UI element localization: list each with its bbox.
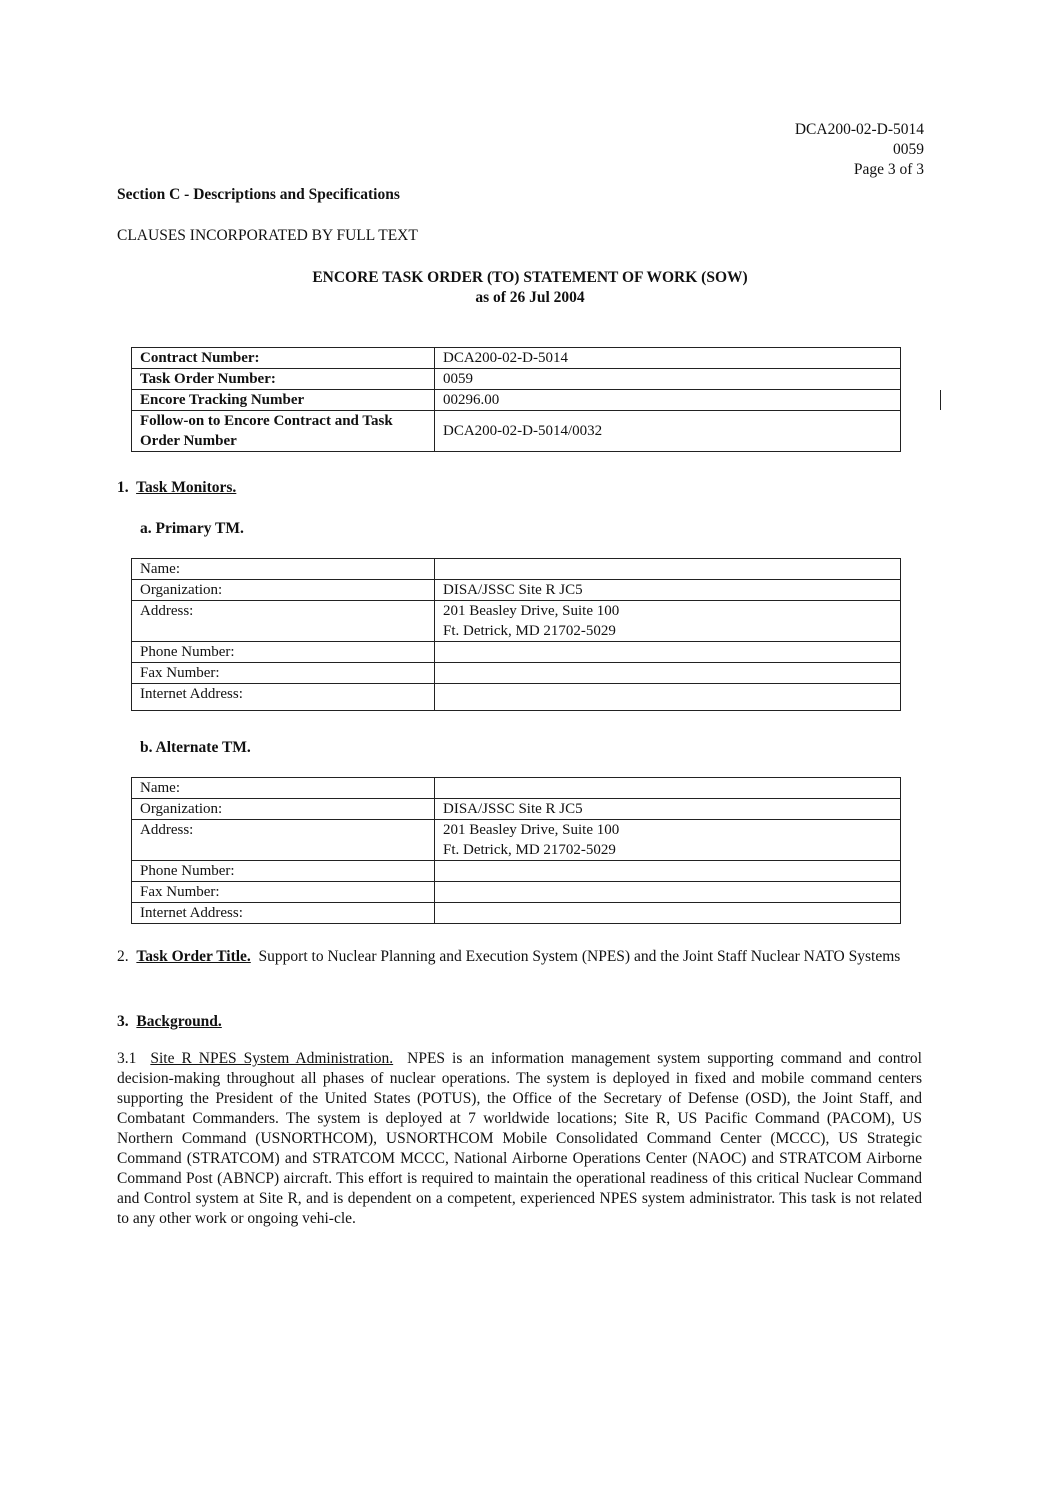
table-label: Follow-on to Encore Contract and Task Order Number xyxy=(132,411,435,452)
table-row xyxy=(132,861,901,882)
margin-mark xyxy=(940,390,941,410)
heading-text: Task Order Title. xyxy=(136,948,251,965)
table-row xyxy=(132,778,901,799)
heading-alternate-tm: b. Alternate TM. xyxy=(140,739,251,756)
task-order-title-text: Support to Nuclear Planning and Execution System (NPES) and the Joint Staff Nuclear NATO Systems xyxy=(258,948,901,965)
table-label: Internet Address: xyxy=(132,684,435,711)
alternate-tm-table xyxy=(131,777,901,924)
table-label: Address: xyxy=(132,820,435,861)
table-row xyxy=(132,411,901,452)
table-value xyxy=(435,601,901,642)
paragraph-text: NPES is an information management system supporting command and control decision-making throughout all phases of nuclear operations. The system is deployed in fixed and mobile command centers supporting the President of the United States (POTUS), the Office of the Secretary of Defense (OSD), the Joint Staff, and Combatant Commanders. The system is deployed at 7 worldwide locations; Site R, US Pacific Command (PACOM), US Northern Command (USNORTHCOM), USNORTHCOM Mobile Consolidated Command Center (MCCC), US Strategic Command (STRATCOM) and STRATCOM MCCC, National Airborne Operations Center (NAOC) and STRATCOM Airborne Command Post (ABNCP) aircraft. This effort is required to maintain the operational readiness of this critical Nuclear Command and Control system at Site R, and is dependent on a competent, experienced NPES system administrator. This task is not related to any other work or ongoing vehi-cle. xyxy=(117,1050,922,1227)
table-value: 0059 xyxy=(435,369,901,390)
table-value xyxy=(435,861,901,882)
table-value xyxy=(435,820,901,861)
contract-table xyxy=(131,347,901,452)
heading-number: 3. xyxy=(117,1013,129,1030)
paragraph-number: 3.1 xyxy=(117,1050,137,1067)
table-row xyxy=(132,369,901,390)
table-value: 00296.00 xyxy=(435,390,901,411)
table-label: Fax Number: xyxy=(132,663,435,684)
table-value xyxy=(435,684,901,711)
table-value xyxy=(435,642,901,663)
address-line-1: 201 Beasley Drive, Suite 100 xyxy=(443,822,620,838)
table-row xyxy=(132,559,901,580)
table-row xyxy=(132,799,901,820)
table-row xyxy=(132,820,901,861)
order-reference: 0059 xyxy=(893,141,924,158)
table-value xyxy=(435,903,901,924)
background-paragraph xyxy=(117,1049,922,1229)
page-number: Page 3 of 3 xyxy=(853,161,924,178)
clauses-heading: CLAUSES INCORPORATED BY FULL TEXT xyxy=(117,227,418,244)
table-row xyxy=(132,601,901,642)
table-value: DCA200-02-D-5014/0032 xyxy=(435,411,901,452)
address-line-2: Ft. Detrick, MD 21702-5029 xyxy=(443,842,616,858)
table-value xyxy=(435,778,901,799)
address-line-2: Ft. Detrick, MD 21702-5029 xyxy=(443,623,616,639)
heading-task-monitors xyxy=(117,479,236,497)
table-label: Task Order Number: xyxy=(132,369,435,390)
table-label: Name: xyxy=(132,559,435,580)
table-label: Name: xyxy=(132,778,435,799)
table-row xyxy=(132,348,901,369)
document-reference xyxy=(795,120,924,180)
address-line-1: 201 Beasley Drive, Suite 100 xyxy=(443,603,620,619)
paragraph-heading: Site R NPES System Administration. xyxy=(150,1050,394,1067)
table-value xyxy=(435,559,901,580)
table-label: Internet Address: xyxy=(132,903,435,924)
table-value xyxy=(435,663,901,684)
table-label: Encore Tracking Number xyxy=(132,390,435,411)
table-label: Contract Number: xyxy=(132,348,435,369)
heading-number: 2. xyxy=(117,948,129,965)
sow-date: as of 26 Jul 2004 xyxy=(475,289,585,306)
table-label: Phone Number: xyxy=(132,861,435,882)
heading-primary-tm: a. Primary TM. xyxy=(140,520,244,537)
table-label: Organization: xyxy=(132,580,435,601)
primary-tm-table xyxy=(131,558,901,711)
table-row xyxy=(132,903,901,924)
table-value: DISA/JSSC Site R JC5 xyxy=(435,580,901,601)
contract-reference: DCA200-02-D-5014 xyxy=(794,121,924,138)
table-row xyxy=(132,390,901,411)
table-label: Organization: xyxy=(132,799,435,820)
table-row xyxy=(132,642,901,663)
table-label: Address: xyxy=(132,601,435,642)
heading-number: 1. xyxy=(117,479,129,496)
table-label: Fax Number: xyxy=(132,882,435,903)
heading-text: Task Monitors. xyxy=(136,479,237,496)
heading-background xyxy=(117,1013,222,1031)
sow-title: ENCORE TASK ORDER (TO) STATEMENT OF WORK (SOW) xyxy=(312,269,748,286)
table-row xyxy=(132,684,901,711)
heading-text: Background. xyxy=(136,1013,222,1030)
table-row xyxy=(132,663,901,684)
section-title: Section C - Descriptions and Specifications xyxy=(117,186,400,203)
sow-title-block xyxy=(117,268,943,308)
table-value: DCA200-02-D-5014 xyxy=(435,348,901,369)
table-row xyxy=(132,882,901,903)
table-row xyxy=(132,580,901,601)
table-value xyxy=(435,882,901,903)
table-value: DISA/JSSC Site R JC5 xyxy=(435,799,901,820)
task-order-title-paragraph xyxy=(117,947,922,967)
table-label: Phone Number: xyxy=(132,642,435,663)
